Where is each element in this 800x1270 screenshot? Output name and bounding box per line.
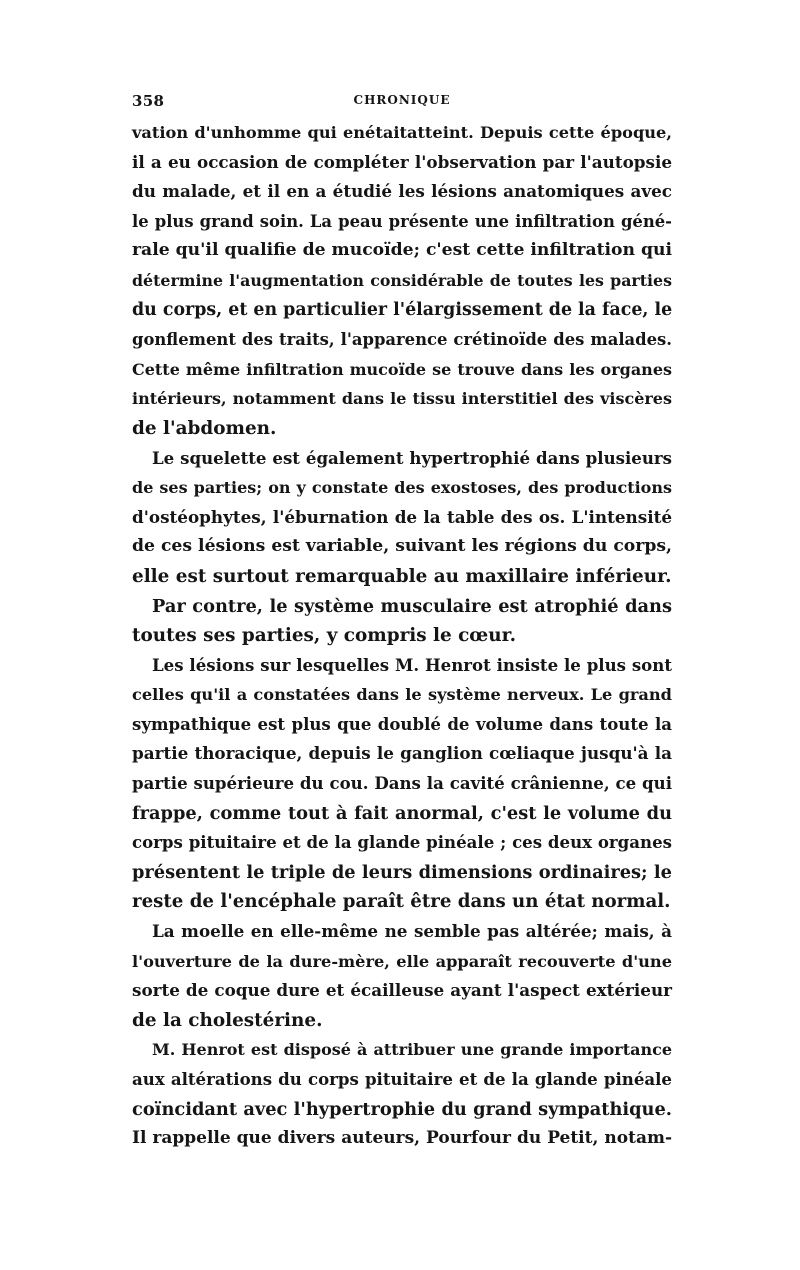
text-line: Les lésions sur lesquelles M. Henrot insiste le plus sont — [152, 654, 672, 675]
text-line: présentent le triple de leurs dimensions ordinaires; le — [132, 861, 672, 883]
text-line: toutes ses parties, y compris le cœur. — [132, 625, 516, 647]
running-head: CHRONIQUE — [353, 93, 451, 107]
text-line: sympathique est plus que doublé de volume dans toute la — [132, 713, 672, 734]
page-number: 358 — [132, 92, 165, 110]
text-line: La moelle en elle-même ne semble pas altérée; mais, à — [152, 921, 672, 942]
text-line: frappe, comme tout à fait anormal, c'est le volume du — [132, 802, 672, 824]
text-line: vation d'unhomme qui enétaitatteint. Depuis cette époque, — [132, 123, 672, 142]
text-line: celles qu'il a constatées dans le système nerveux. Le grand — [132, 685, 672, 705]
text-line: il a eu occasion de compléter l'observation par l'autopsie — [132, 151, 672, 172]
text-line: de ces lésions est variable, suivant les régions du corps, — [132, 536, 672, 557]
page-header — [132, 90, 672, 118]
text-line: Cette même infiltration mucoïde se trouve dans les organes — [132, 359, 672, 379]
text-line: rale qu'il qualifie de mucoïde; c'est cette infiltration qui — [132, 240, 673, 261]
text-line: détermine l'augmentation considérable de toutes les parties — [132, 270, 672, 290]
text-line: coïncidant avec l'hypertrophie du grand sympathique. — [132, 1098, 672, 1120]
text-line: du malade, et il en a étudié les lésions anatomiques avec — [132, 181, 672, 202]
text-line: sorte de coque dure et écailleuse ayant l'aspect extérieur — [132, 980, 672, 1001]
book-page — [132, 90, 672, 1154]
text-line: d'ostéophytes, l'éburnation de la table des os. L'intensité — [132, 506, 672, 527]
text-line: le plus grand soin. La peau présente une infiltration géné- — [132, 211, 672, 231]
text-line: aux altérations du corps pituitaire et de la glande pinéale — [132, 1069, 672, 1089]
text-line: reste de l'encéphale paraît être dans un état normal. — [132, 891, 671, 913]
text-line: de ses parties; on y constate des exostoses, des productions — [132, 478, 672, 498]
text-line: partie thoracique, depuis le ganglion cœliaque jusqu'à la — [132, 743, 672, 764]
text-line: l'ouverture de la dure-mère, elle apparaît recouverte d'une — [132, 951, 672, 971]
text-line: Il rappelle que divers auteurs, Pourfour du Petit, notam- — [132, 1128, 672, 1149]
text-line: intérieurs, notamment dans le tissu interstitiel des viscères — [132, 389, 672, 409]
text-line: de l'abdomen. — [132, 417, 277, 439]
body-text — [132, 118, 672, 1154]
text-line: partie supérieure du cou. Dans la cavité crânienne, ce qui — [132, 773, 672, 794]
text-line: corps pituitaire et de la glande pinéale ; ces deux organes — [132, 832, 672, 853]
text-line: de la cholestérine. — [132, 1009, 323, 1031]
text-line: M. Henrot est disposé à attribuer une grande importance — [152, 1040, 672, 1060]
text-line: gonflement des traits, l'apparence crétinoïde des malades. — [132, 330, 672, 350]
text-line: Le squelette est également hypertrophié dans plusieurs — [152, 447, 672, 468]
text-line: du corps, et en particulier l'élargissement de la face, le — [132, 299, 673, 320]
text-line: Par contre, le système musculaire est atrophié dans — [152, 595, 672, 617]
text-line: elle est surtout remarquable au maxillaire inférieur. — [132, 565, 672, 587]
